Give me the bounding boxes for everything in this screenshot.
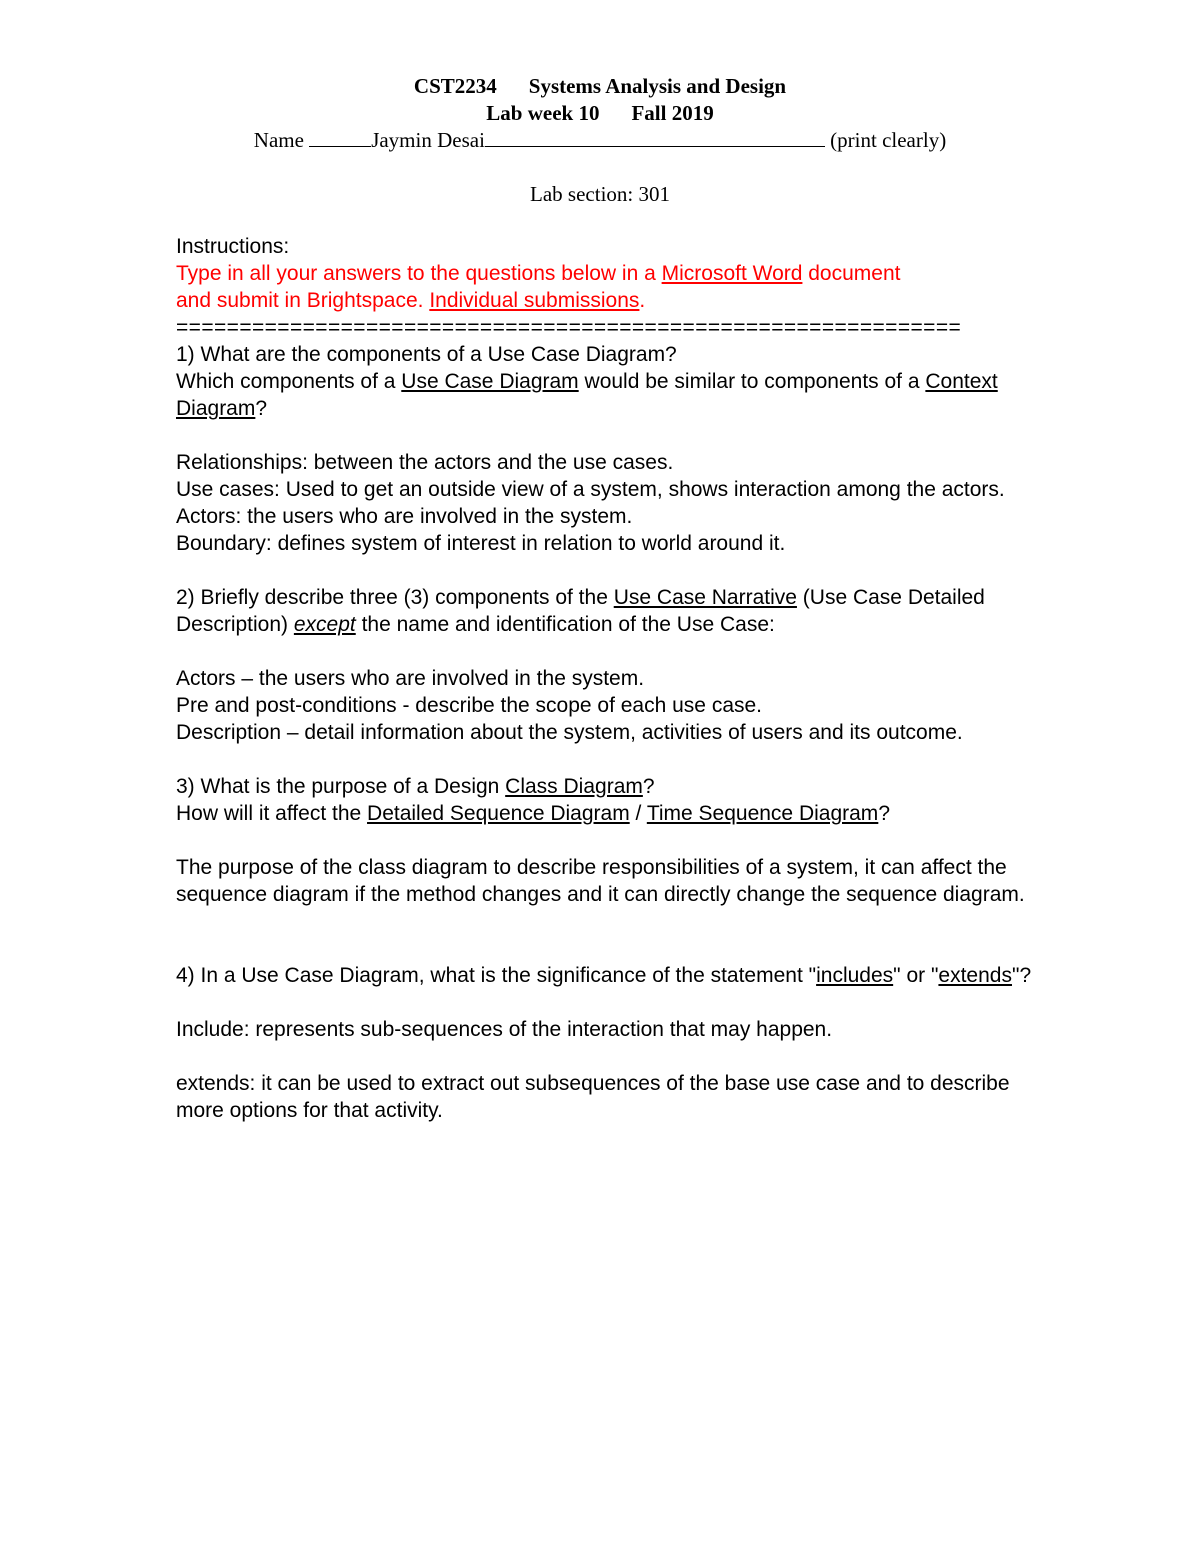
instructions-text: document — [802, 262, 901, 285]
print-note: (print clearly) — [830, 128, 947, 152]
context-diagram-term: Context Diagram — [176, 370, 998, 420]
use-case-diagram-term: Use Case Diagram — [401, 370, 579, 393]
answer-3: The purpose of the class diagram to describe responsibilities of a system, it can affect the sequence diagram if the method changes and it can directly change the sequence diagram. — [176, 856, 1025, 906]
name-value: Jaymin Desai — [371, 128, 485, 152]
instructions-label: Instructions: — [176, 235, 290, 258]
course-name: Systems Analysis and Design — [528, 74, 787, 98]
microsoft-word-link: Microsoft Word — [661, 262, 803, 285]
instructions-line-1 — [176, 260, 1036, 287]
answer-2-description: Description – detail information about the system, activities of users and its outcome. — [176, 721, 963, 744]
use-case-narrative-term: Use Case Narrative — [613, 586, 797, 609]
answer-1-actors: Actors: the users who are involved in the system. — [176, 505, 633, 528]
answer-4-include: Include: represents sub-sequences of the interaction that may happen. — [176, 1018, 833, 1041]
question-text: "? — [1011, 964, 1032, 987]
question-text: the name and identification of the Use Case: — [355, 613, 775, 636]
document-body — [176, 233, 1036, 1124]
question-text: / — [629, 802, 647, 825]
instructions-text: Type in all your answers to the questions below in a — [176, 262, 662, 285]
instructions-line-2 — [176, 287, 1036, 314]
answer-2-actors: Actors – the users who are involved in the system. — [176, 667, 645, 690]
question-text: (Use Case Detailed Description) — [176, 586, 985, 636]
answer-1-boundary: Boundary: defines system of interest in relation to world around it. — [176, 532, 786, 555]
lab-section: Lab section: 301 — [530, 182, 670, 206]
lab-week-line — [0, 100, 1200, 127]
name-blank-long — [485, 127, 825, 147]
question-1: 1) What are the components of a Use Case Diagram? — [176, 343, 677, 366]
name-label: Name — [253, 128, 304, 152]
question-text: 2) Briefly describe three (3) components of the — [176, 586, 614, 609]
course-code: CST2234 — [413, 74, 497, 98]
class-diagram-term: Class Diagram — [505, 775, 643, 798]
name-line — [0, 127, 1200, 154]
question-text: " or " — [893, 964, 939, 987]
except-emphasis: except — [293, 613, 356, 636]
question-text: would be similar to components of a — [578, 370, 926, 393]
answer-1-use-cases: Use cases: Used to get an outside view of a system, shows interaction among the actors. — [176, 478, 1005, 501]
question-2 — [176, 584, 1036, 638]
instructions-text: . — [639, 289, 646, 312]
includes-term: includes — [816, 964, 894, 987]
course-title-line — [0, 73, 1200, 100]
question-text: 4) In a Use Case Diagram, what is the significance of the statement " — [176, 964, 817, 987]
instructions-text: and submit in Brightspace. — [176, 289, 430, 312]
question-text: Which components of a — [176, 370, 402, 393]
individual-submissions-link: Individual submissions — [429, 289, 640, 312]
answer-2-conditions: Pre and post-conditions - describe the scope of each use case. — [176, 694, 763, 717]
question-1-sub — [176, 368, 1036, 422]
lab-week: Lab week 10 — [486, 101, 600, 125]
question-text: How will it affect the — [176, 802, 368, 825]
name-blank-short — [309, 127, 371, 147]
question-4 — [176, 962, 1036, 989]
extends-term: extends — [938, 964, 1012, 987]
answer-1-relationships: Relationships: between the actors and the use cases. — [176, 451, 674, 474]
question-text: ? — [642, 775, 655, 798]
question-text: ? — [255, 397, 268, 420]
question-text: 3) What is the purpose of a Design — [176, 775, 506, 798]
question-text: ? — [878, 802, 890, 825]
question-3-sub — [176, 800, 1036, 827]
detailed-sequence-diagram-term: Detailed Sequence Diagram — [367, 802, 630, 825]
question-3 — [176, 773, 1036, 800]
answer-4-extends: extends: it can be used to extract out subsequences of the base use case and to describe more options for that activity. — [176, 1072, 1010, 1122]
term: Fall 2019 — [631, 101, 714, 125]
separator-line: ============================================================== — [176, 316, 962, 339]
time-sequence-diagram-term: Time Sequence Diagram — [646, 802, 879, 825]
